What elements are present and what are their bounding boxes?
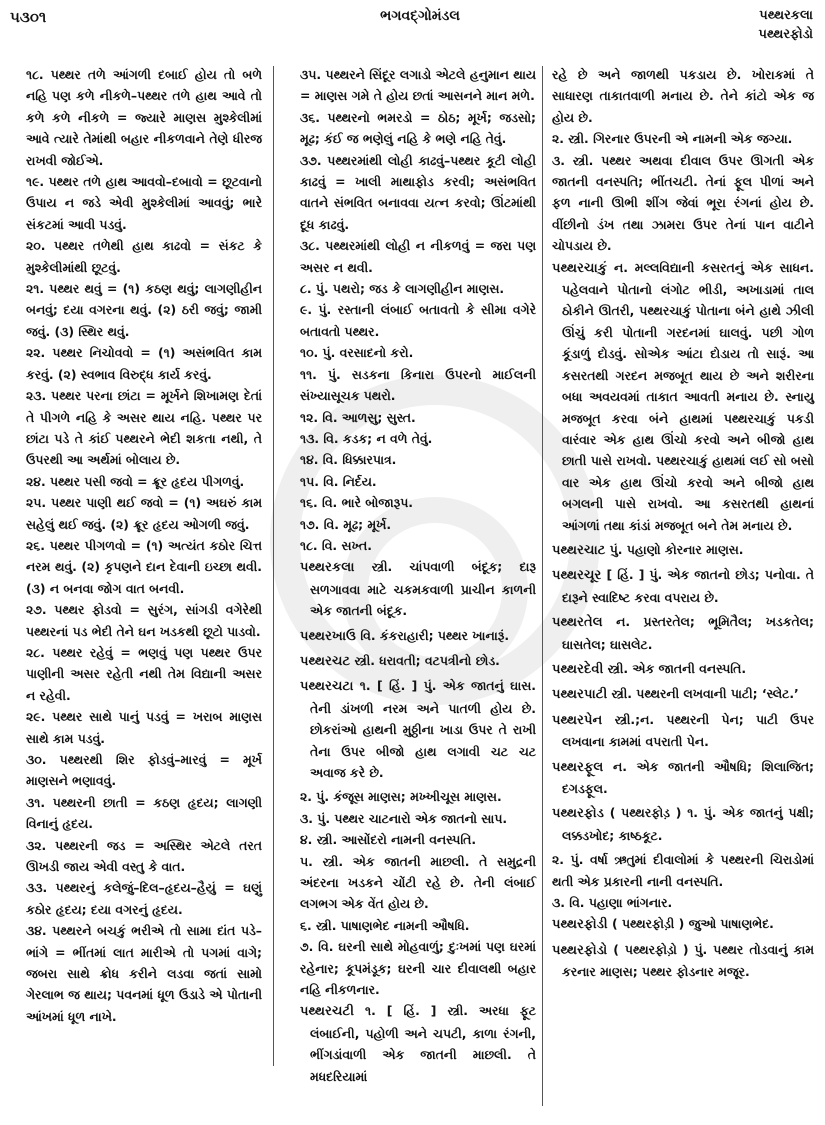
sense-item: ૩૭. પથ્થરમાંથી લોહી કાઢવું–પથ્થર કૂટી લોહી કાઢવું = ખાલી માથાફોડ કરવી; અસંભવિત વાતને સંભવિત બનાવવા યત્ન કરવો; ઊંટમાંથી દૂધ કાઢવું. bbox=[300, 152, 536, 232]
definition: સ્ત્રી.;ન. પથ્થરની પેન; પાટી ઉપર લખવાના કામમાં વપરાતી પેન. bbox=[562, 711, 814, 750]
definition: સ્ત્રી. એક જાતની વનસ્પતિ. bbox=[603, 660, 747, 676]
headword: પથ્થરદેવી bbox=[552, 661, 604, 677]
sense-item: ૩૩. પથ્થરનું કલેજું–દિલ–હૃદય–હૈયું = ઘણું કઠોર હૃદય; દયા વગરનું હૃદય. bbox=[26, 880, 262, 917]
sense-item: ૨૩. પથ્થર પરના છાંટા = મૂર્ખને શિખામણ દેતાં તે પીગળે નહિ કે અસર થાય નહિ. પથ્થર પર છાંટા પડે તે કાંઈ પથ્થરને ભેદી શકતા નથી, તે ઉપરથી આ અર્થમાં બોલાય છે. bbox=[26, 388, 262, 468]
definition: ( પથ્થરફોડ઼ો ) પું. પથ્થર તોડવાનું કામ કરનાર માણસ; પથ્થર ફોડનાર મજૂર. bbox=[562, 941, 814, 980]
headword: પથ્થરપાટી bbox=[552, 687, 608, 703]
dictionary-entry bbox=[300, 675, 536, 783]
headword: પથ્થરફોડો bbox=[552, 942, 608, 958]
sense-item: ૨૭. પથ્થર ફોડવો = સુરંગ, સાંગડી વગેરેથી પથ્થરનાં પડ ભેદી તેને ઘન ખડકથી છૂટો પાડવો. bbox=[26, 602, 262, 639]
sense-item: ૨૫. પથ્થર પાણી થઈ જવો = (૧) અઘરું કામ સહેલું થઈ જવું. (૨) ક્રૂર હૃદય ઓગળી જવું. bbox=[26, 495, 262, 532]
sense-item: ૩. પું. પથ્થર ચાટનારો એક જાતનો સાપ. bbox=[300, 810, 508, 826]
guide-words bbox=[759, 6, 813, 44]
dictionary-entry bbox=[552, 756, 814, 800]
headword: પથ્થરફોડી bbox=[552, 917, 608, 933]
sense-item: ૨૯. પથ્થર સાથે પાનું પડવું = ખરાબ માણસ સાથે કામ પડવું. bbox=[26, 709, 262, 746]
headword: પથ્થરચાકું bbox=[552, 260, 608, 276]
guide-word-first: પથ્થરકલા bbox=[759, 8, 813, 23]
dictionary-entry bbox=[552, 611, 814, 655]
continuation-text: રહે છે અને જાળથી પકડાય છે. ખોરાકમાં તે સાધારણ તાકાતવાળી મનાય છે. તેને કાંટો એક જ હોય છે. bbox=[552, 67, 814, 125]
definition: ન. એક જાતની ઔષધિ; શિલાજિત; દગડફૂલ. bbox=[562, 758, 814, 796]
definition: ન. પ્રસ્તરતેલ; ભૂમિતૈલ; ખડકતેલ; ઘાસતેલ; ઘાસલેટ. bbox=[562, 614, 814, 652]
dictionary-entry bbox=[552, 257, 814, 536]
dictionary-entry bbox=[300, 556, 536, 621]
sense-item: ૩. વિ. પહાણા ભાંગનાર. bbox=[552, 895, 673, 911]
sense-item: ૩૪. પથ્થરને બચકું ભરીએ તો સામા દાંત પડે–ભાંગે = ભીંતમાં લાત મારીએ તો પગમાં વાગે; જબરા સાથે ક્રોધ કરીને લડવા જતાં સામો ગેરલાભ જ થાય; પવનમાં ધૂળ ઉડાડે એ પોતાની આંખમાં ધૂળ નાખે. bbox=[26, 923, 262, 1024]
dictionary-entry bbox=[552, 683, 814, 705]
column-3 bbox=[552, 64, 814, 986]
sense-item: ૧૮. પથ્થર તળે આંગળી દબાઈ હોય તો બળે નહિ પણ કળે નીકળે–પથ્થર તળે હાથ આવે તો કળે કળે નીકળે = જ્યારે માણસ મુશ્કેલીમાં આવે ત્યારે તેમાંથી બહાર નીકળવાને તેણે ધીરજ રાખવી જોઈએ. bbox=[26, 67, 262, 168]
sense-item: ૧૧. પું. સડકના કિનારા ઉપરનો માઈલની સંખ્યાસૂચક પથરો. bbox=[300, 366, 536, 404]
definition: ( પથ્થરફોડ઼ ) ૧. પું. એક જાતનું પક્ષી; લક્કડખોદ; કાષ્ઠકૂટ. bbox=[562, 805, 814, 843]
sense-item: ૨. સ્ત્રી. ગિરનાર ઉપરની એ નામની એક જગ્યા. bbox=[552, 131, 793, 147]
definition: સ્ત્રી. ધરાવતી; વટપત્રીનો છોડ. bbox=[350, 652, 500, 668]
sense-item: ૩૧. પથ્થરની છાતી = કઠણ હૃદય; લાગણી વિનાનું હૃદય. bbox=[26, 794, 262, 832]
definition: સ્ત્રી. પથ્થરની લખવાની પાટી; ‘સ્લેટ.’ bbox=[607, 686, 799, 702]
sense-item: ૨૧. પથ્થર થવું = (૧) કઠણ થવું; લાગણીહીન બનવું; દયા વગરના થવું. (૨) ઠરી જવું; જામી જવું. (૩) સ્થિર થવું. bbox=[26, 281, 262, 339]
sense-item: ૮. પું. પથરો; જડ કે લાગણીહીન માણસ. bbox=[300, 281, 505, 297]
guide-word-last: પથ્થરફોડો bbox=[758, 27, 813, 42]
sense-item: ૧૬. વિ. ભારે બોજારૂપ. bbox=[300, 495, 413, 511]
sense-item: ૭. વિ. ઘરની સાથે મોહવાળું; દુઃખમાં પણ ઘરમાં રહેનાર; કૂપમંડૂક; ઘરની ચાર દીવાલથી બહાર નહિ નીકળનાર. bbox=[300, 939, 536, 998]
sense-item: ૨. પું. કંજૂસ માણસ; મખ્ખીચૂસ માણસ. bbox=[300, 789, 502, 805]
dictionary-entry bbox=[552, 939, 814, 983]
sense-item: ૧૮. વિ. સખ્ત. bbox=[300, 537, 372, 553]
dictionary-entry bbox=[552, 709, 814, 753]
column-2 bbox=[300, 64, 536, 1090]
column-divider bbox=[273, 66, 274, 1066]
headword: પથ્થરફૂલ bbox=[552, 759, 604, 775]
sense-item: ૪. સ્ત્રી. આસોંદરો નામની વનસ્પતિ. bbox=[300, 832, 477, 848]
sense-item: ૧૪. વિ. ધિક્કારપાત્ર. bbox=[300, 452, 397, 468]
sense-item: ૩. સ્ત્રી. પથ્થર અથવા દીવાલ ઉપર ઊગતી એક જાતની વનસ્પતિ; ભીંતચટી. તેનાં ફૂલ પીળાં અને ફળ નાની ઊભી શીંગ જેવાં ભૂરા રંગનાં હોય છે. વીંછીનો ડંખ તથા ઝામરા ઉપર તેનાં પાન વાટીને ચોપડાય છે. bbox=[552, 152, 814, 254]
sense-item: ૧૨. વિ. આળસુ; સુસ્ત. bbox=[300, 409, 416, 425]
definition: વિ. કંકરાહારી; પથ્થર ખાનારૂં. bbox=[356, 627, 510, 643]
page-header bbox=[0, 0, 825, 58]
sense-item: ૯. પું. રસ્તાની લંબાઈ બતાવતો કે સીમા વગેરે બતાવતો પથ્થર. bbox=[300, 302, 536, 339]
sense-item: ૨૦. પથ્થર તળેથી હાથ કાઢવો = સંકટ કે મુશ્કેલીમાંથી છૂટવું. bbox=[26, 238, 262, 275]
sense-item: ૧૭. વિ. મૂઢ; મૂર્ખ. bbox=[300, 516, 392, 532]
column-1 bbox=[26, 64, 262, 1027]
dictionary-entry bbox=[300, 1000, 536, 1087]
dictionary-entry bbox=[552, 913, 814, 935]
sense-item: ૩૬. પથ્થરનો ભમરડો = ઠોઠ; મૂર્ખ; જડસો; મૂઢ; કંઈ જ ભણેલું નહિ કે ભણે નહિ તેવું. bbox=[300, 109, 536, 147]
book-title: ભગવદ્ગોમંડલ bbox=[380, 8, 460, 24]
headword: પથ્થરફોડ bbox=[552, 806, 604, 822]
sense-item: ૧૩. વિ. કડક; ન વળે તેવું. bbox=[300, 430, 433, 446]
headword: પથ્થરકલા bbox=[300, 560, 355, 576]
sense-item: ૩૨. પથ્થરની જડ = અસ્થિર એટલે તરત ઊખડી જાય એવી વસ્તુ કે વાત. bbox=[26, 837, 262, 875]
definition: [ હિં. ] પું. એક જાતનો છોડ; પનોવા. તે દારૂને સ્વાદિષ્ટ કરવા વપરાય છે. bbox=[562, 567, 814, 605]
sense-item: ૧૫. વિ. નિર્દય. bbox=[300, 473, 377, 489]
sense-item: ૨. પું. વર્ષા ઋતુમાં દીવાલોમાં કે પથ્થરની ચિરાડોમાં થતી એક પ્રકારની નાની વનસ્પતિ. bbox=[552, 852, 814, 889]
sense-item: ૩૦. પથ્થરથી શિર ફોડવું–મારવું = મૂર્ખ માણસને ભણાવવું. bbox=[26, 752, 262, 789]
headword: પથ્થરપેન bbox=[552, 712, 603, 728]
dictionary-entry bbox=[552, 802, 814, 846]
sense-item: ૨૬. પથ્થર પીગળવો = (૧) અત્યંત કઠોર ચિત્ત નરમ થવું. (૨) કૃપણને દાન દેવાની ઇચ્છા થવી. (૩) ન બનવા જોગ વાત બનવી. bbox=[26, 537, 262, 596]
sense-item: ૧૦. પું. વરસાદનો કરો. bbox=[300, 345, 414, 361]
headword: પથ્થરચટા bbox=[300, 679, 354, 695]
definition: ૧. [ હિં. ] સ્ત્રી. અરધા ફૂટ લંબાઈની, પહોળી અને ચપટી, કાળા રંગની, ભીંગડાંવાળી એક જાતની માછલી. તે મધદરિયામાં bbox=[310, 1003, 536, 1084]
definition: સ્ત્રી. ચાંપવાળી બંદૂક; દારૂ સળગાવવા માટે ચકમકવાળી પ્રાચીન કાળની એક જાતની બંદૂક. bbox=[310, 559, 536, 619]
dictionary-entry bbox=[300, 625, 536, 647]
sense-item: ૩૮. પથ્થરમાંથી લોહી ન નીકળવું = જરા પણ અસર ન થવી. bbox=[300, 238, 536, 275]
sense-item: ૫. સ્ત્રી. એક જાતની માછલી. તે સમુદ્રની અંદરના ખડકને ચોંટી રહે છે. તેની લંબાઈ લગભગ એક વેંત હોય છે. bbox=[300, 853, 536, 912]
headword: પથ્થરચૂર bbox=[552, 568, 602, 584]
sense-item: ૨૨. પથ્થર નિચોવવો = (૧) અસંભવિત કામ કરવું. (૨) સ્વભાવ વિરુદ્ધ કાર્ય કરવું. bbox=[26, 345, 262, 382]
headword: પથ્થરચટી bbox=[300, 1004, 354, 1020]
definition: ન. મલ્લવિદ્યાની કસરતનું એક સાધન. પહેલવાને પોતાનો લંગોટ ભીડી, અખાડામાં તાલ ઠોકીને ઊતરી, પથ્થરચાકું પોતાના બંને હાથે ઝીલી ઊંચું કરી પોતાની ગરદનમાં ઘાલવું. પછી ગોળ કૂંડાળું દોડવું. સોએક આંટા દોડાય તો સારૂં. આ કસરતથી ગરદન મજબૂત થાય છે અને શરીરના બધા અવયવમાં તાકાત આવતી મનાય છે. સ્નાયુ મજબૂત કરવા બંને હાથમાં પથ્થરચાકું પકડી વારંવાર એક હાથ ઊંચો કરવો અને બીજો હાથ છાતી પાસે રાખવો. પથ્થરચાકું હાથમાં લઈ સો બસો વાર એક હાથ ઊંચો કરવો અને બીજો હાથ બગલની પાસે રાખવો. આ કસરતથી હાથનાં આંગળાં તથા કાંડાં મજબૂત બને તેમ મનાય છે. bbox=[562, 259, 814, 533]
definition: ( પથ્થરફોડ઼ી ) જુઓ પાષાણભેદ. bbox=[607, 916, 774, 932]
sense-item: ૩૫. પથ્થરને સિંદૂર લગાડો એટલે હનુમાન થાય = માણસ ગમે તે હોય છતાં આસનને માન મળે. bbox=[300, 67, 536, 104]
dictionary-entry bbox=[300, 650, 536, 672]
headword: પથ્થરખાઉ bbox=[300, 628, 357, 644]
sense-item: ૬. સ્ત્રી. પાષાણભેદ નામની ઔષધિ. bbox=[300, 917, 470, 933]
dictionary-entry bbox=[552, 539, 814, 561]
dictionary-entry bbox=[552, 564, 814, 608]
definition: પું. પહાણો કોરનાર માણસ. bbox=[605, 541, 744, 557]
definition: ૧. [ હિં. ] પું. એક જાતનું ઘાસ. તેની ડાંખળી નરમ અને પાતળી હોય છે. છોકરાંઓ હાથની મુઠ્ઠીના ખાડા ઉપર તે રાખી તેના ઉપર બીજો હાથ લગાવી ચટ ચટ અવાજ કરે છે. bbox=[310, 678, 536, 780]
headword: પથ્થરચટ bbox=[300, 653, 351, 669]
headword: પથ્થરતેલ bbox=[552, 615, 603, 631]
sense-item: ૧૯. પથ્થર તળે હાથ આવવો–દબાવો = છૂટવાનો ઉપાય ન જડે એવી મુશ્કેલીમાં આવવું; ભારે સંકટમાં આવી પડવું. bbox=[26, 174, 262, 232]
sense-item: ૨૮. પથ્થર રહેવું = ભણવું પણ પથ્થર ઉપર પાણીની અસર રહેતી નથી તેમ વિદ્યાની અસર ન રહેવી. bbox=[26, 644, 262, 703]
column-divider bbox=[542, 66, 543, 1106]
dictionary-entry bbox=[552, 658, 814, 680]
sense-item: ૨૪. પથ્થર પસી જવો = ક્રૂર હૃદય પીગળવું. bbox=[26, 473, 245, 489]
headword: પથ્થરચાટ bbox=[552, 542, 606, 558]
page-number: ૫૩૦૧ bbox=[10, 8, 47, 26]
